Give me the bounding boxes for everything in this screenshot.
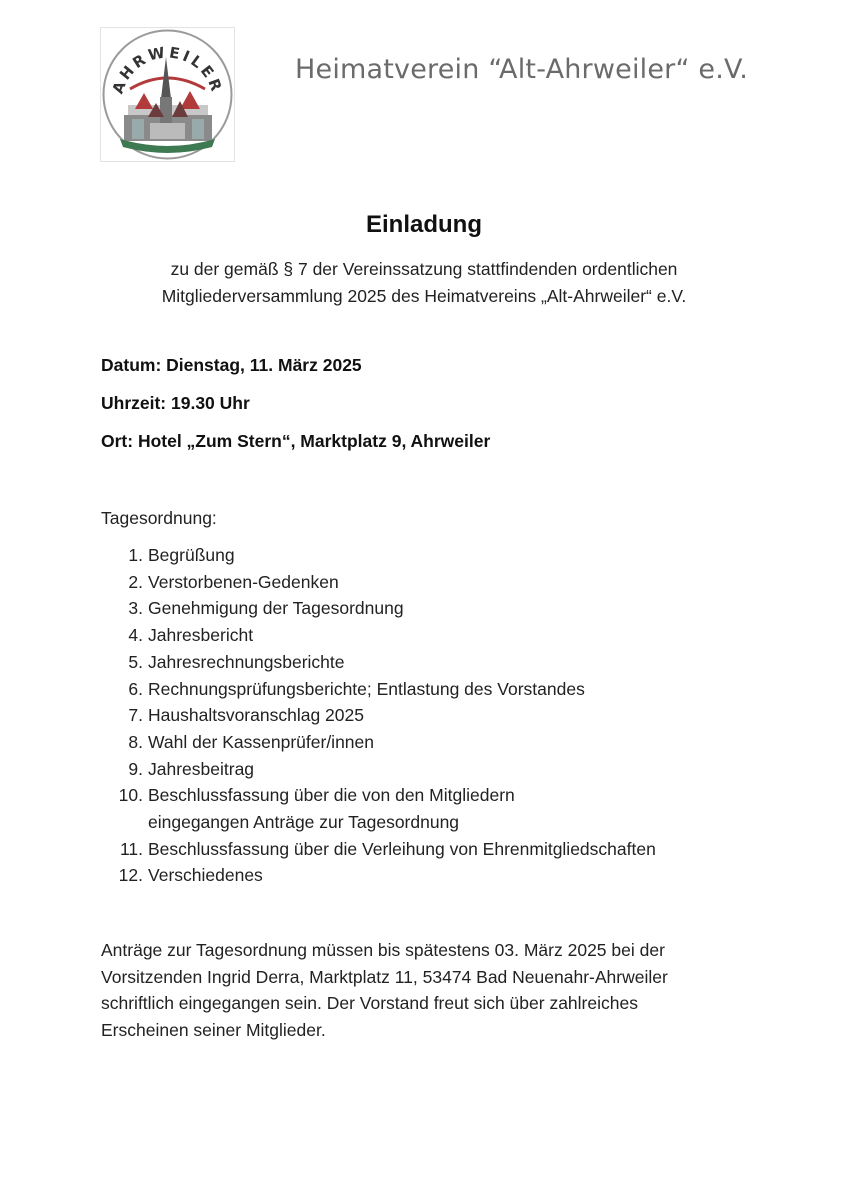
agenda-item-number: 9. bbox=[128, 758, 143, 779]
agenda-item-number: 6. bbox=[128, 678, 143, 699]
agenda-item bbox=[101, 595, 656, 622]
town-emblem-icon bbox=[100, 27, 235, 162]
agenda-list bbox=[101, 542, 656, 889]
agenda-item-number: 8. bbox=[128, 731, 143, 752]
agenda-item bbox=[101, 542, 656, 569]
agenda-item bbox=[101, 782, 656, 835]
agenda-item bbox=[101, 862, 656, 889]
agenda-item-text: Haushaltsvoranschlag 2025 bbox=[148, 705, 364, 726]
subtitle-line: Mitgliederversammlung 2025 des Heimatvereins „Alt-Ahrweiler“ e.V. bbox=[161, 286, 687, 306]
agenda-item bbox=[101, 649, 656, 676]
agenda-item-text: Wahl der Kassenprüfer/innen bbox=[148, 731, 375, 752]
logo bbox=[100, 27, 235, 162]
agenda-item-text: Rechnungsprüfungsberichte; Entlastung des Vorstandes bbox=[148, 678, 585, 699]
closing-note-line: Erscheinen seiner Mitglieder. bbox=[101, 1019, 326, 1040]
agenda-item-number: 4. bbox=[128, 625, 143, 646]
closing-note bbox=[101, 937, 761, 1043]
agenda-item bbox=[101, 622, 656, 649]
agenda-item-number: 11. bbox=[119, 838, 143, 859]
page-title: Einladung bbox=[366, 211, 482, 238]
agenda-item-number: 1. bbox=[128, 545, 143, 565]
agenda-item-number: 12. bbox=[118, 865, 143, 886]
agenda-item-number: 10. bbox=[118, 785, 143, 806]
agenda-item-text: Verschiedenes bbox=[148, 865, 263, 886]
meeting-time: Uhrzeit: 19.30 Uhr bbox=[101, 393, 250, 413]
agenda-item bbox=[101, 756, 656, 783]
agenda-item bbox=[101, 569, 656, 596]
agenda-item-number: 3. bbox=[128, 598, 143, 619]
agenda-item-number: 2. bbox=[128, 571, 143, 592]
agenda-item bbox=[101, 836, 656, 863]
agenda-item bbox=[101, 702, 656, 729]
agenda-item-text: Beschlussfassung über die von den Mitgliedern eingegangen Anträge zur Tagesordnung bbox=[148, 785, 515, 833]
agenda-item-text: Verstorbenen-Gedenken bbox=[148, 571, 339, 592]
agenda-heading: Tagesordnung: bbox=[101, 508, 217, 528]
meeting-date: Datum: Dienstag, 11. März 2025 bbox=[101, 355, 362, 375]
logo-lettering: AHRWEILER bbox=[108, 42, 227, 97]
agenda-item-text: Jahresbeitrag bbox=[148, 758, 255, 779]
agenda-item-text: Jahresrechnungsberichte bbox=[148, 651, 345, 672]
meeting-details bbox=[101, 354, 490, 468]
subtitle bbox=[0, 256, 848, 310]
agenda-item bbox=[101, 729, 656, 756]
closing-note-line: Anträge zur Tagesordnung müssen bis spätestens 03. März 2025 bei der bbox=[101, 940, 665, 960]
meeting-place: Ort: Hotel „Zum Stern“, Marktplatz 9, Ahrweiler bbox=[101, 431, 491, 451]
agenda-item-text: Genehmigung der Tagesordnung bbox=[148, 598, 404, 619]
closing-note-line: schriftlich eingegangen sein. Der Vorstand freut sich über zahlreiches bbox=[101, 993, 638, 1013]
agenda-item-number: 5. bbox=[128, 651, 143, 672]
agenda-item-number: 7. bbox=[128, 705, 143, 726]
organization-name: Heimatverein “Alt-Ahrweiler“ e.V. bbox=[295, 54, 748, 85]
subtitle-line: zu der gemäß § 7 der Vereinssatzung stattfindenden ordentlichen bbox=[170, 259, 678, 279]
agenda-item bbox=[101, 676, 656, 703]
agenda-item-text: Jahresbericht bbox=[148, 625, 254, 646]
agenda-item-text: Begrüßung bbox=[148, 545, 235, 565]
closing-note-line: Vorsitzenden Ingrid Derra, Marktplatz 11, 53474 Bad Neuenahr-Ahrweiler bbox=[101, 966, 668, 987]
agenda-item-text: Beschlussfassung über die Verleihung von Ehrenmitgliedschaften bbox=[148, 838, 656, 859]
